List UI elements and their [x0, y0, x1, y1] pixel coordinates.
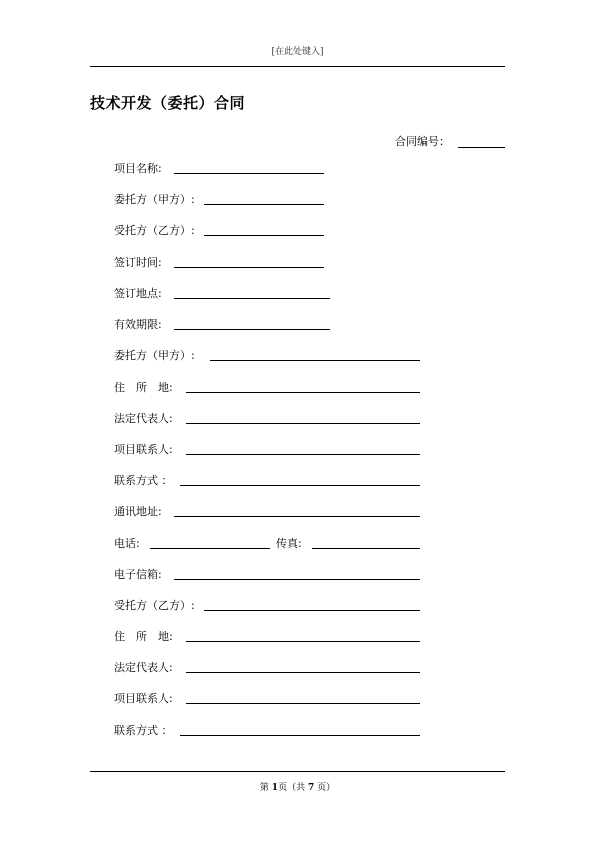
contractor-label: 受托方（乙方）:: [114, 224, 195, 237]
page-total: 7: [307, 783, 315, 793]
page-footer: [0, 780, 595, 793]
party-a-email-label: 电子信箱:: [114, 568, 162, 581]
party-a-contact-method-field[interactable]: [180, 485, 420, 486]
document-title: 技术开发（委托）合同: [90, 94, 246, 112]
party-a-fax-label: 传真:: [276, 537, 302, 550]
party-a-contact-person-label: 项目联系人:: [114, 443, 173, 456]
party-a-legal-rep-label: 法定代表人:: [114, 412, 173, 425]
party-b-address-label: 住 所 地:: [114, 630, 173, 643]
header-rule: [90, 66, 505, 67]
party-a-mail-address-label: 通讯地址:: [114, 505, 162, 518]
party-a-phone-label: 电话:: [114, 537, 140, 550]
party-b-contact-person-label: 项目联系人:: [114, 692, 173, 705]
party-b-legal-rep-field[interactable]: [186, 672, 420, 673]
party-a-address-label: 住 所 地:: [114, 381, 173, 394]
party-b-contact-method-label: 联系方式 ：: [114, 724, 173, 737]
contract-number-label: 合同编号：: [395, 135, 450, 148]
footer-rule: [90, 771, 505, 772]
party-a-name-field[interactable]: [210, 360, 420, 361]
party-a-contact-method-label: 联系方式 ：: [114, 474, 173, 487]
sign-time-field[interactable]: [174, 267, 324, 268]
party-b-heading: 受托方（乙方）:: [114, 599, 195, 612]
party-b-legal-rep-label: 法定代表人:: [114, 661, 173, 674]
project-name-field[interactable]: [174, 173, 324, 174]
page-mid: 页（共: [278, 783, 308, 793]
party-a-mail-address-field[interactable]: [174, 516, 420, 517]
party-a-address-field[interactable]: [186, 392, 420, 393]
page-suffix: 页）: [314, 783, 336, 793]
sign-time-label: 签订时间:: [114, 256, 162, 269]
page-number: 1: [271, 783, 279, 793]
party-a-legal-rep-field[interactable]: [186, 423, 420, 424]
page-header: [在此处键入]: [271, 47, 324, 57]
party-a-heading: 委托方（甲方）:: [114, 349, 195, 362]
party-a-email-field[interactable]: [174, 579, 420, 580]
party-b-address-field[interactable]: [186, 641, 420, 642]
party-b-contact-person-field[interactable]: [186, 703, 420, 704]
party-a-fax-field[interactable]: [312, 548, 420, 549]
party-b-contact-method-field[interactable]: [180, 735, 420, 736]
validity-label: 有效期限:: [114, 318, 162, 331]
project-name-label: 项目名称:: [114, 162, 162, 175]
sign-place-label: 签订地点:: [114, 287, 162, 300]
party-a-contact-person-field[interactable]: [186, 454, 420, 455]
contract-number-field[interactable]: [458, 147, 505, 148]
page-prefix: 第: [259, 783, 272, 793]
client-field[interactable]: [204, 204, 324, 205]
contractor-field[interactable]: [204, 235, 324, 236]
client-label: 委托方（甲方）:: [114, 193, 195, 206]
party-a-phone-field[interactable]: [150, 548, 270, 549]
party-b-name-field[interactable]: [204, 610, 420, 611]
validity-field[interactable]: [174, 329, 330, 330]
sign-place-field[interactable]: [174, 298, 330, 299]
